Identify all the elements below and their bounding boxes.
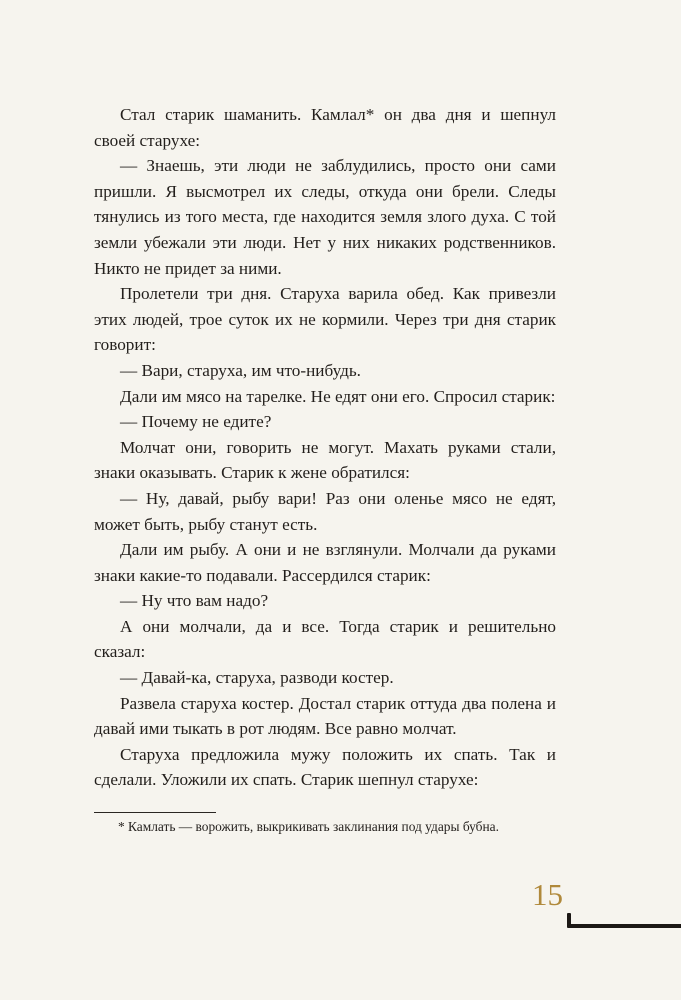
paragraph-14: Старуха предложила мужу положить их спать. Так и сделали. Уложили их спать. Старик шепнул старухе: — [94, 744, 556, 790]
page-bar — [568, 924, 681, 928]
paragraph-3: Пролетели три дня. Старуха варила обед. Как привезли этих людей, трое суток их не кормили. Через три дня старик говорит: — [94, 284, 556, 355]
footnote-divider — [94, 812, 216, 813]
paragraph-2: — Знаешь, эти люди не заблудились, просто они сами пришли. Я высмотрел их следы, откуда они брели. Следы тянулись из того места, где находится земля злого духа. С той земли убежали эти люди. Нет у них никаких родственников. Никто не придет за ними. — [94, 156, 556, 278]
main-text — [94, 102, 556, 793]
paragraph-9: Дали им рыбу. А они и не взглянули. Молчали да руками знаки какие-то подавали. Рассердился старик: — [94, 540, 556, 585]
page-number: 15 — [532, 877, 563, 912]
paragraph-7: Молчат они, говорить не могут. Махать руками стали, знаки оказывать. Старик к жене обратился: — [94, 437, 556, 483]
paragraph-12: — Давай-ка, старуха, разводи костер. — [120, 668, 394, 688]
paragraph-5: Дали им мясо на тарелке. Не едят они его. Спросил старик: — [120, 386, 556, 406]
paragraph-11: А они молчали, да и все. Тогда старик и решительно сказал: — [94, 616, 556, 662]
footnote: * Камлать — ворожить, выкрикивать заклинания под удары бубна. — [118, 819, 499, 834]
paragraph-6: — Почему не едите? — [120, 412, 272, 432]
paragraph-13: Развела старуха костер. Достал старик оттуда два полена и давай ими тыкать в рот людям. Все равно молчат. — [94, 693, 556, 739]
paragraph-10: — Ну что вам надо? — [120, 591, 269, 611]
paragraph-4: — Вари, старуха, им что-нибудь. — [120, 360, 361, 380]
paragraph-1: Стал старик шаманить. Камлал* он два дня и шепнул своей старухе: — [94, 105, 556, 150]
paragraph-8: — Ну, давай, рыбу вари! Раз они оленье мясо не едят, может быть, рыбу станут есть. — [94, 488, 556, 534]
